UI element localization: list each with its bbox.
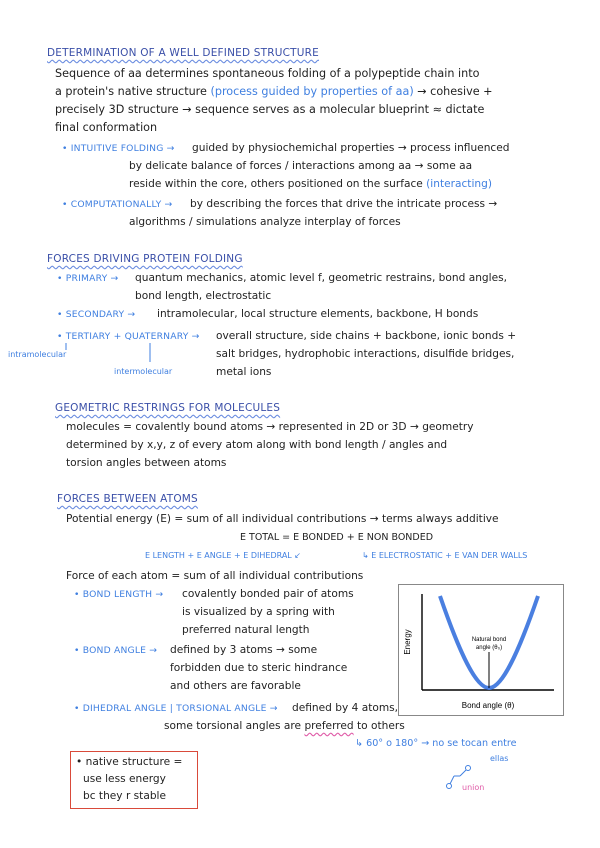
bullet-label-tertiary: • TERTIARY + QUATERNARY → — [57, 331, 200, 342]
text-line: bond length, electrostatic — [135, 290, 272, 302]
text-line: defined by 4 atoms, — [292, 702, 399, 714]
text-line: by describing the forces that drive the intricate process → — [190, 198, 498, 210]
note-union: union — [462, 783, 485, 792]
text-line: overall structure, side chains + backbone, ionic bonds + — [216, 330, 517, 342]
underlined-span: preferred — [304, 720, 354, 732]
section-heading-forces-driving: FORCES DRIVING PROTEIN FOLDING — [47, 253, 243, 265]
text-span: a protein's native structure — [55, 85, 207, 98]
text-line: covalently bonded pair of atoms — [182, 588, 354, 600]
callout-line: • native structure = — [76, 756, 183, 768]
text-line: guided by physiochemichal properties → process influenced — [192, 142, 510, 154]
graph-x-label: Bond angle (θ) — [461, 701, 515, 710]
note-intramolecular: intramolecular — [8, 350, 67, 359]
text-line: is visualized by a spring with — [182, 606, 335, 618]
bullet-label-dihedral: • DIHEDRAL ANGLE | TORSIONAL ANGLE → — [74, 703, 278, 714]
text-line: and others are favorable — [170, 680, 301, 692]
text-line: salt bridges, hydrophobic interactions, disulfide bridges, — [216, 348, 515, 360]
text-line: intramolecular, local structure elements, backbone, H bonds — [157, 308, 479, 320]
bullet-label-intuitive: • INTUITIVE FOLDING → — [62, 143, 175, 154]
text-span: reside within the core, others positioned on the surface — [129, 178, 423, 190]
text-line: Force of each atom = sum of all individual contributions — [66, 570, 364, 582]
text-line: determined by x,y, z of every atom along with bond length / angles and — [66, 439, 448, 451]
energy-bond-angle-graph — [398, 584, 564, 716]
text-line: torsion angles between atoms — [66, 457, 227, 469]
text-line: metal ions — [216, 366, 272, 378]
section-heading-determination: DETERMINATION OF A WELL DEFINED STRUCTURE — [47, 47, 320, 59]
text-span: some torsional angles are — [164, 720, 302, 732]
graph-annotation-line2: angle (θ₀) — [475, 645, 503, 651]
text-line: Sequence of aa determines spontaneous folding of a polypeptide chain into — [55, 67, 480, 80]
callout-line: bc they r stable — [83, 790, 167, 802]
bullet-label-computationally: • COMPUTATIONALLY → — [62, 199, 173, 210]
text-line — [164, 719, 405, 734]
bullet-label-bond-length: • BOND LENGTH → — [74, 589, 164, 600]
graph-y-label: Energy — [403, 629, 412, 655]
text-span: → cohesive + — [417, 85, 493, 98]
callout-line: use less energy — [83, 773, 166, 785]
text-line: molecules = covalently bound atoms → represented in 2D or 3D → geometry — [66, 421, 474, 433]
section-heading-geometric: GEOMETRIC RESTRINGS FOR MOLECULES — [55, 402, 281, 414]
callout-box — [70, 751, 198, 809]
equation-total: E TOTAL = E BONDED + E NON BONDED — [240, 532, 434, 543]
note-torsion-angles: ↳ 60° o 180° → no se tocan entre — [355, 738, 517, 749]
section-heading-forces-between: FORCES BETWEEN ATOMS — [57, 493, 198, 505]
text-line: algorithms / simulations analyze interplay of forces — [129, 216, 401, 228]
text-line: Potential energy (E) = sum of all individual contributions → terms always additive — [66, 513, 499, 525]
bullet-label-bond-angle: • BOND ANGLE → — [74, 645, 158, 656]
bullet-label-primary: • PRIMARY → — [57, 273, 119, 284]
text-span: to others — [356, 720, 405, 732]
note-ellas: ellas — [490, 754, 509, 763]
graph-annotation-line1: Natural bond — [471, 637, 507, 643]
note-intermolecular: intermolecular — [114, 367, 173, 376]
highlight-span: (process guided by properties of aa) — [210, 85, 414, 98]
equation-nonbonded-terms: ↳ E ELECTROSTATIC + E VAN DER WALLS — [362, 551, 528, 560]
text-line: preferred natural length — [182, 624, 310, 636]
text-line: final conformation — [55, 121, 158, 134]
text-line: forbidden due to steric hindrance — [170, 662, 348, 674]
highlight-span: (interacting) — [426, 178, 492, 190]
text-line: by delicate balance of forces / interactions among aa → some aa — [129, 160, 473, 172]
text-line: precisely 3D structure → sequence serves as a molecular blueprint ≈ dictate — [55, 103, 485, 116]
text-line: quantum mechanics, atomic level f, geometric restrains, bond angles, — [135, 272, 507, 284]
text-line: defined by 3 atoms → some — [170, 644, 318, 656]
bullet-label-secondary: • SECONDARY → — [57, 309, 136, 320]
equation-bonded-terms: E LENGTH + E ANGLE + E DIHEDRAL ↙ — [145, 551, 302, 560]
